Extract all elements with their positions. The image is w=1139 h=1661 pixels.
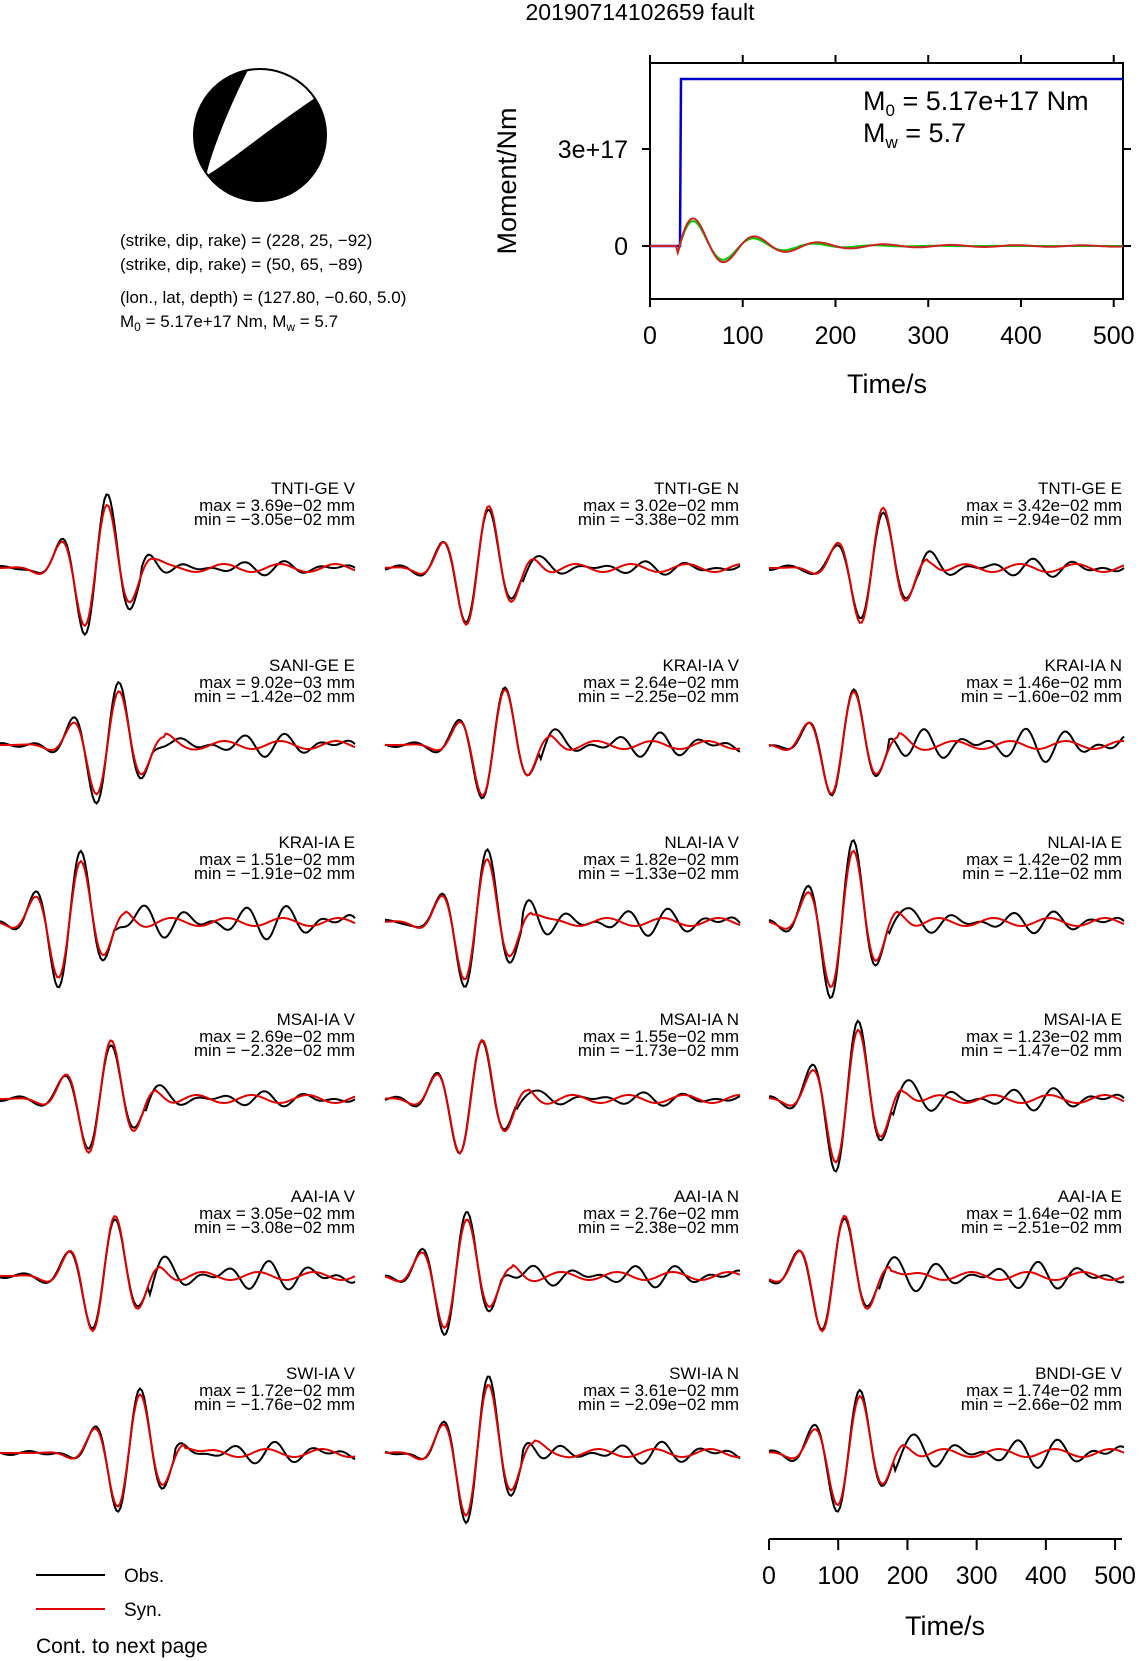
- station-label: TNTI-GE N: [654, 479, 739, 498]
- min-amplitude: min = −2.32e−02 mm: [193, 1041, 355, 1060]
- min-amplitude: min = −1.42e−02 mm: [193, 687, 355, 706]
- min-amplitude: min = −3.05e−02 mm: [193, 510, 355, 529]
- station-label: NLAI-IA E: [1047, 833, 1122, 852]
- bottom-xlabel: Time/s: [905, 1611, 985, 1641]
- moment-xtick-label-400: 400: [1000, 322, 1042, 350]
- min-amplitude: min = −2.94e−02 mm: [960, 510, 1122, 529]
- max-amplitude: max = 9.02e−03 mm: [199, 673, 355, 692]
- waveform-panel: [385, 656, 740, 798]
- moment-xtick-label-500: 500: [1092, 322, 1135, 350]
- min-amplitude: min = −1.47e−02 mm: [960, 1041, 1122, 1060]
- legend-syn-label: Syn.: [124, 1600, 163, 1621]
- nodal-plane-1: (strike, dip, rake) = (228, 25, −92): [120, 231, 373, 250]
- moment-rate-green-line: [650, 221, 1123, 260]
- figure-title: 20190714102659 fault: [525, 0, 755, 25]
- max-amplitude: max = 1.46e−02 mm: [966, 673, 1122, 692]
- waveform-panel: [769, 1364, 1124, 1512]
- min-amplitude: min = −2.11e−02 mm: [962, 864, 1122, 883]
- waveform-panel: [0, 656, 355, 803]
- max-amplitude: max = 3.05e−02 mm: [199, 1204, 355, 1223]
- nodal-plane-2: (strike, dip, rake) = (50, 65, −89): [120, 255, 363, 274]
- max-amplitude: max = 1.55e−02 mm: [583, 1027, 739, 1046]
- max-amplitude: max = 3.42e−02 mm: [966, 496, 1122, 515]
- station-label: NLAI-IA V: [664, 833, 739, 852]
- moment-rate-red-line: [650, 218, 1123, 262]
- waveform-panel: [769, 479, 1124, 623]
- focal-parameters: [120, 231, 406, 334]
- continuation-note: Cont. to next page: [36, 1635, 208, 1658]
- station-label: BNDI-GE V: [1035, 1364, 1122, 1383]
- min-amplitude: min = −2.25e−02 mm: [577, 687, 739, 706]
- moment-ytick-label-0: 0: [614, 233, 628, 261]
- max-amplitude: max = 1.82e−02 mm: [583, 850, 739, 869]
- moment-xtick-label-300: 300: [907, 322, 950, 350]
- moment-summary: $M_0 = 5.17e+17$ Nm, $M_w = 5.7$: [120, 312, 339, 334]
- waveform-panel: [385, 1187, 740, 1335]
- waveform-panel: [769, 833, 1124, 998]
- moment-ylabel: Moment/Nm: [492, 107, 522, 255]
- waveform-panel: [385, 1010, 740, 1153]
- station-label: SANI-GE E: [269, 656, 355, 675]
- moment-ytick-label-1: 3e+17: [557, 136, 628, 164]
- station-label: MSAI-IA E: [1043, 1010, 1122, 1029]
- max-amplitude: max = 1.23e−02 mm: [966, 1027, 1122, 1046]
- legend-obs-label: Obs.: [124, 1566, 165, 1587]
- bottom-xtick-label-200: 200: [886, 1562, 929, 1590]
- waveform-panel: [385, 1364, 740, 1523]
- moment-m0-label: $M_0 = 5.17e+17$ Nm: [863, 86, 1089, 120]
- max-amplitude: max = 3.61e−02 mm: [583, 1381, 739, 1400]
- bottom-xtick-label-100: 100: [817, 1562, 860, 1590]
- max-amplitude: max = 1.64e−02 mm: [966, 1204, 1122, 1223]
- min-amplitude: min = −2.09e−02 mm: [577, 1395, 739, 1414]
- legend: [36, 1566, 164, 1621]
- bottom-xtick-label-300: 300: [955, 1562, 998, 1590]
- station-label: KRAI-IA E: [278, 833, 355, 852]
- waveform-panel: [0, 1187, 356, 1331]
- moment-xlabel: Time/s: [847, 369, 927, 399]
- waveform-panel: [769, 1010, 1124, 1171]
- min-amplitude: min = −2.38e−02 mm: [577, 1218, 739, 1237]
- beachball: [194, 68, 326, 201]
- min-amplitude: min = −3.38e−02 mm: [577, 510, 739, 529]
- station-label: KRAI-IA N: [1044, 656, 1122, 675]
- bottom-xtick-label-500: 500: [1094, 1562, 1136, 1590]
- max-amplitude: max = 2.76e−02 mm: [583, 1204, 739, 1223]
- max-amplitude: max = 3.69e−02 mm: [199, 496, 355, 515]
- synthetic-trace: [769, 692, 1124, 794]
- waveform-panel: [0, 479, 356, 635]
- waveform-panel: [0, 1364, 356, 1512]
- min-amplitude: min = −1.73e−02 mm: [577, 1041, 739, 1060]
- moment-xtick-label-100: 100: [721, 322, 764, 350]
- station-label: KRAI-IA V: [662, 656, 739, 675]
- station-label: MSAI-IA N: [659, 1010, 739, 1029]
- waveform-panel: [385, 479, 740, 625]
- max-amplitude: max = 2.69e−02 mm: [199, 1027, 355, 1046]
- waveform-panel: [385, 833, 740, 987]
- waveform-grid: [0, 479, 1124, 1523]
- waveform-panel: [0, 1010, 356, 1153]
- synthetic-trace: [0, 691, 355, 794]
- moment-xtick-label-0: 0: [643, 322, 657, 350]
- station-label: SWI-IA V: [286, 1364, 355, 1383]
- max-amplitude: max = 3.02e−02 mm: [583, 496, 739, 515]
- max-amplitude: max = 2.64e−02 mm: [583, 673, 739, 692]
- max-amplitude: max = 1.51e−02 mm: [199, 850, 355, 869]
- waveform-panel: [769, 1187, 1124, 1331]
- min-amplitude: min = −1.33e−02 mm: [577, 864, 739, 883]
- station-label: TNTI-GE V: [270, 479, 355, 498]
- max-amplitude: max = 1.42e−02 mm: [966, 850, 1122, 869]
- bottom-xtick-label-400: 400: [1025, 1562, 1067, 1590]
- hypocenter: (lon., lat, depth) = (127.80, −0.60, 5.0): [120, 288, 407, 307]
- min-amplitude: min = −1.91e−02 mm: [193, 864, 355, 883]
- station-label: AAI-IA E: [1057, 1187, 1122, 1206]
- waveform-panel: [769, 656, 1124, 795]
- min-amplitude: min = −2.51e−02 mm: [960, 1218, 1122, 1237]
- max-amplitude: max = 1.74e−02 mm: [966, 1381, 1122, 1400]
- moment-plot: [492, 55, 1135, 399]
- bottom-xtick-label-0: 0: [762, 1562, 776, 1590]
- station-label: TNTI-GE E: [1037, 479, 1122, 498]
- min-amplitude: min = −1.76e−02 mm: [193, 1395, 355, 1414]
- max-amplitude: max = 1.72e−02 mm: [199, 1381, 355, 1400]
- station-label: AAI-IA V: [290, 1187, 355, 1206]
- station-label: MSAI-IA V: [276, 1010, 355, 1029]
- min-amplitude: min = −2.66e−02 mm: [960, 1395, 1122, 1414]
- station-label: SWI-IA N: [669, 1364, 739, 1383]
- moment-mw-label: $M_w = 5.7$: [863, 118, 967, 152]
- min-amplitude: min = −3.08e−02 mm: [193, 1218, 355, 1237]
- waveform-panel: [0, 833, 355, 987]
- min-amplitude: min = −1.60e−02 mm: [960, 687, 1122, 706]
- bottom-time-axis: [762, 1539, 1136, 1641]
- moment-xtick-label-200: 200: [814, 322, 857, 350]
- station-label: AAI-IA N: [673, 1187, 739, 1206]
